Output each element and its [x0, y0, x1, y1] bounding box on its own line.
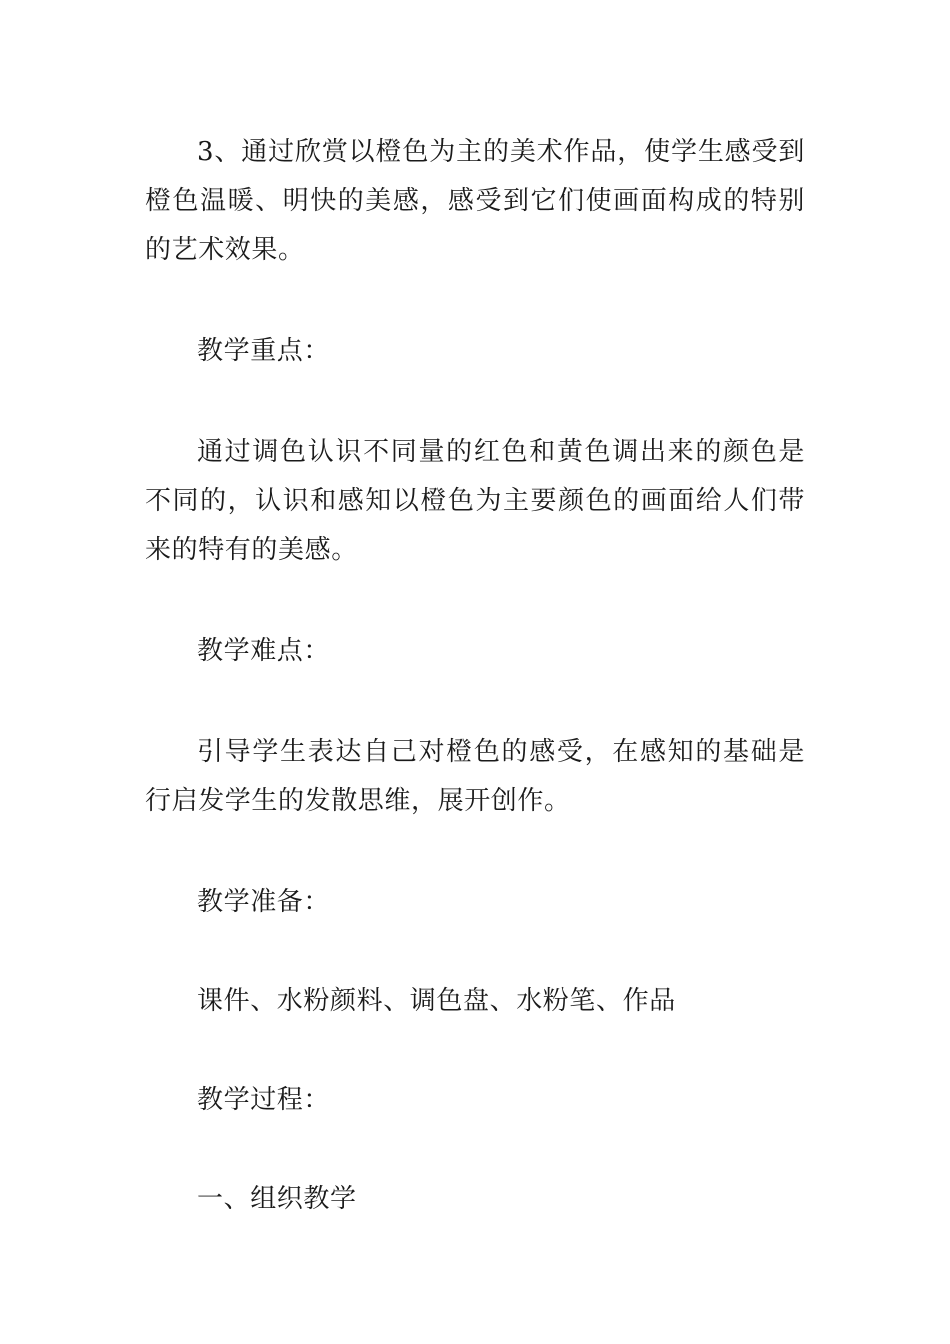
teaching-process-heading: 教学过程：	[197, 1085, 331, 1115]
teaching-difficulty-paragraph: 引导学生表达自己对橙色的感受，在感知的基础是行启发学生的发散思维，展开创作。	[145, 737, 805, 816]
teaching-preparation-paragraph: 课件、水粉颜料、调色盘、水粉笔、作品	[197, 986, 676, 1016]
teaching-preparation-heading: 教学准备：	[197, 887, 331, 917]
organize-teaching-heading: 一、组织教学	[197, 1184, 357, 1214]
teaching-focus-paragraph: 通过调色认识不同量的红色和黄色调出来的颜色是不同的，认识和感知以橙色为主要颜色的画面给人们带来的特有的美感。	[145, 437, 805, 565]
objective-3-paragraph: 3、通过欣赏以橙色为主的美术作品，使学生感受到橙色温暖、明快的美感，感受到它们使画面构成的特别的艺术效果。	[145, 137, 805, 265]
teaching-focus-heading: 教学重点：	[197, 336, 331, 366]
document-page	[145, 128, 805, 1224]
teaching-difficulty-heading: 教学难点：	[197, 636, 331, 666]
